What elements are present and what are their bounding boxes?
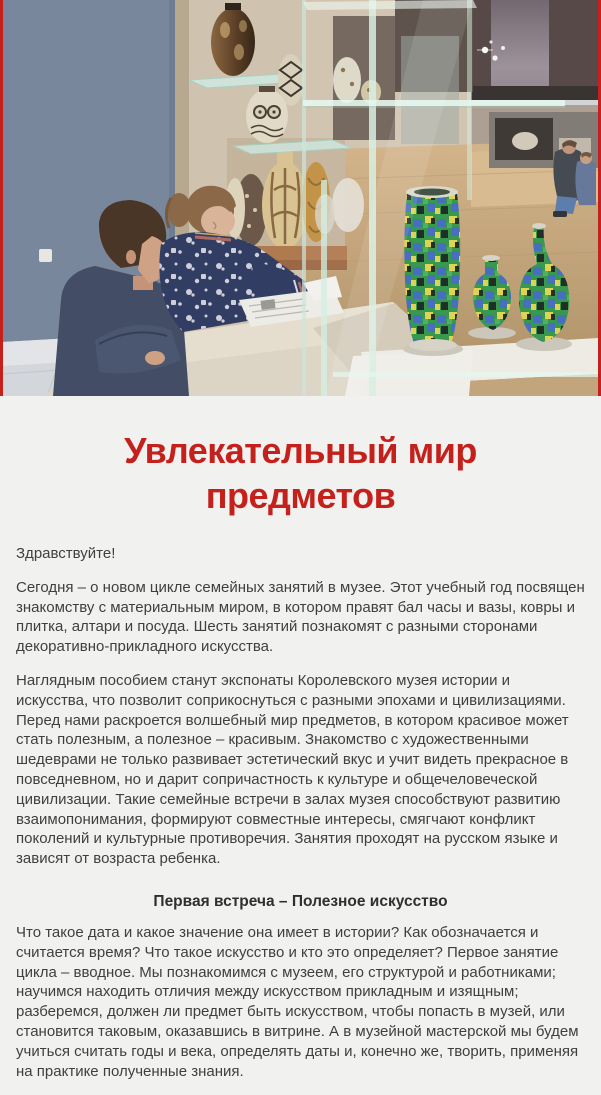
museum-photo: [3, 0, 598, 396]
section-heading: Первая встреча – Полезное искусство: [153, 892, 448, 910]
greeting-text: Здравствуйте!: [16, 545, 116, 562]
glass-case: [302, 0, 598, 396]
wall-outlet: [39, 249, 52, 262]
paragraph-first-meeting: Что такое дата и какое значение она имеет в истории? Как обозначается и считается время? Что такое искусство и кто это определяет? Первое занятие цикла – вводное. Мы познакомимся с музеем, его структурой и работниками; научимся находить отличия между искусством прикладным и изящным; разберемся, должен ли предмет быть искусством, чтобы попасть в музей, или становится таковым, оказавшись в витрине. А в музейной мастерской мы будем учиться считать годы и века, определять даты и, конечно же, творить, применяя на практике полученные знания.: [16, 923, 579, 1080]
photo-banner: [0, 0, 601, 396]
paragraph-museum: Наглядным пособием станут экспонаты Королевского музея истории и искусства, что позволит соприкоснуться с разными эпохами и цивилизациями. Перед нами раскроется волшебный мир предметов, в котором красивое может стать полезным, а полезное – красивым. Знакомство с художественными шедеврами не только развивает эстетический вкус и учит видеть прекрасное в повседневном, но и дарит сопричастность к культуре и общечеловеческой цивилизации. Такие семейные встречи в залах музея способствуют развитию взаимопонимания, формируют совместные интересы, смягчают конфликт поколений и культурные противоречия. Занятия проходят на русском языке и зависят от возраста ребенка.: [16, 671, 569, 868]
paragraph-intro: Сегодня – о новом цикле семейных занятий в музее. Этот учебный год посвящен знакомству с материальным миром, в котором правят бал часы и вазы, ковры и плитка, алтари и посуда. Шесть занятий познакомят с разными сторонами декоративно-прикладного искусства.: [16, 578, 585, 656]
page-title: Увлекательный мир предметов: [124, 430, 477, 516]
article: [0, 428, 601, 1081]
